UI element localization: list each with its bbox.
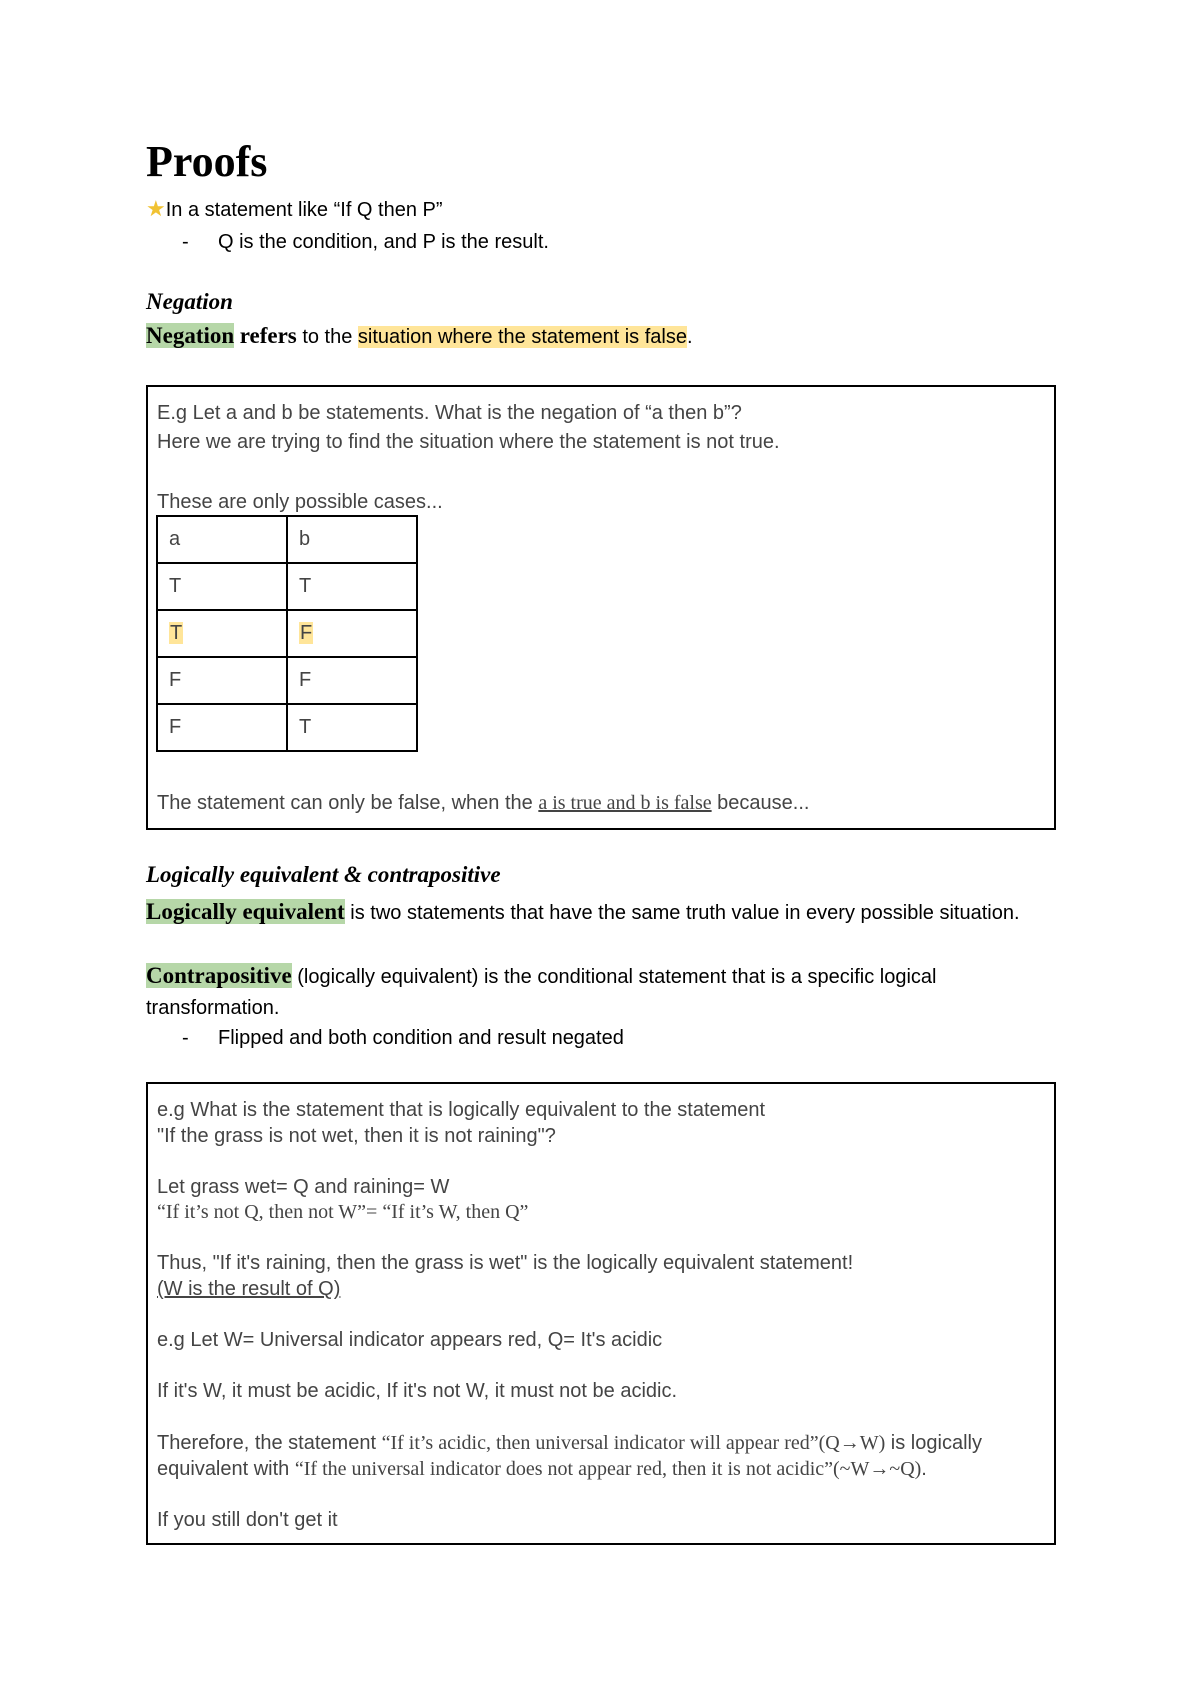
conclusion-underlined: a is true and b is false: [538, 792, 712, 814]
example-line: "If the grass is not wet, then it is not raining"?: [157, 1125, 556, 1147]
example-paragraph: [157, 1430, 1047, 1482]
intro-bullet: [182, 230, 549, 254]
example-text: .: [921, 1458, 927, 1480]
equivalent-heading: Logically equivalent & contrapositive: [146, 862, 501, 887]
page-title: Proofs: [146, 137, 268, 186]
negation-example-line1: E.g Let a and b be statements. What is the negation of “a then b”?: [157, 402, 742, 424]
table-row: [157, 704, 417, 751]
intro-line: [146, 196, 443, 222]
table-row: [157, 563, 417, 610]
contrapositive-definition: [146, 960, 1046, 1024]
contrapositive-bullet-text: Flipped and both condition and result negated: [218, 1027, 624, 1049]
highlighted-cell-value: F: [300, 622, 313, 644]
negation-example-box: [146, 385, 1056, 830]
negation-example-line2: Here we are trying to find the situation where the statement is not true.: [157, 431, 780, 453]
example-text: Therefore, the statement: [157, 1432, 382, 1454]
contrapositive-bullet: [182, 1026, 624, 1050]
conclusion-post: because...: [711, 792, 810, 814]
table-cell: T: [157, 563, 287, 610]
example-line: Thus, "If it's raining, then the grass is wet" is the logically equivalent statement!: [157, 1252, 854, 1274]
table-row: [157, 610, 417, 657]
truth-table: [156, 515, 418, 752]
equivalent-def: is two statements that have the same truth value in every possible situation.: [344, 902, 1020, 924]
example-quote: “If it’s acidic, then universal indicator will appear red”(Q→W): [381, 1432, 886, 1454]
dash-icon: -: [182, 231, 189, 253]
table-cell: F: [287, 657, 417, 704]
negation-heading: Negation: [146, 289, 233, 314]
negation-middle: to the: [296, 326, 358, 348]
negation-definition: [146, 322, 693, 350]
example-text: is logically equivalent with: [157, 1432, 982, 1480]
negation-conclusion: [157, 791, 809, 815]
negation-highlight: situation where the statement is false: [357, 326, 687, 348]
table-header-a: a: [157, 516, 287, 563]
example-line: e.g Let W= Universal indicator appears red, Q= It's acidic: [157, 1329, 663, 1351]
table-cell: [287, 610, 417, 657]
example-line: If it's W, it must be acidic, If it's not W, it must not be acidic.: [157, 1380, 678, 1402]
highlighted-cell-value: T: [170, 622, 183, 644]
intro-bullet-text: Q is the condition, and P is the result.: [218, 231, 549, 253]
table-cell: F: [157, 657, 287, 704]
table-header-b: b: [287, 516, 417, 563]
table-cell: T: [287, 563, 417, 610]
table-header-row: [157, 516, 417, 563]
negation-term-suffix: refers: [239, 323, 297, 348]
table-cell: T: [287, 704, 417, 751]
example-line: e.g What is the statement that is logically equivalent to the statement: [157, 1099, 766, 1121]
table-cell: [157, 610, 287, 657]
example-line: (W is the result of Q): [157, 1278, 341, 1300]
example-line: If you still don't get it: [157, 1509, 338, 1531]
contrapositive-def: (logically equivalent) is the conditional statement that is a specific logical transformation.: [146, 966, 937, 1019]
table-row: [157, 657, 417, 704]
equivalent-term: Logically equivalent: [146, 899, 345, 924]
equivalent-example-box: [146, 1082, 1056, 1545]
example-line: Let grass wet= Q and raining= W: [157, 1176, 450, 1198]
conclusion-pre: The statement can only be false, when the: [157, 792, 539, 814]
negation-term: Negation: [146, 323, 235, 348]
negation-end: .: [686, 326, 693, 348]
intro-text: In a statement like “If Q then P”: [165, 199, 443, 221]
star-icon: ★: [146, 196, 166, 221]
example-line: “If it’s not Q, then not W”= “If it’s W, then Q”: [157, 1201, 529, 1223]
equivalent-definition: [146, 896, 1046, 929]
contrapositive-term: Contrapositive: [146, 963, 292, 988]
example-quote: “If the universal indicator does not appear red, then it is not acidic”(~W→~Q): [294, 1458, 922, 1480]
dash-icon: -: [182, 1027, 189, 1049]
table-cell: F: [157, 704, 287, 751]
negation-example-line3: These are only possible cases...: [157, 491, 443, 513]
